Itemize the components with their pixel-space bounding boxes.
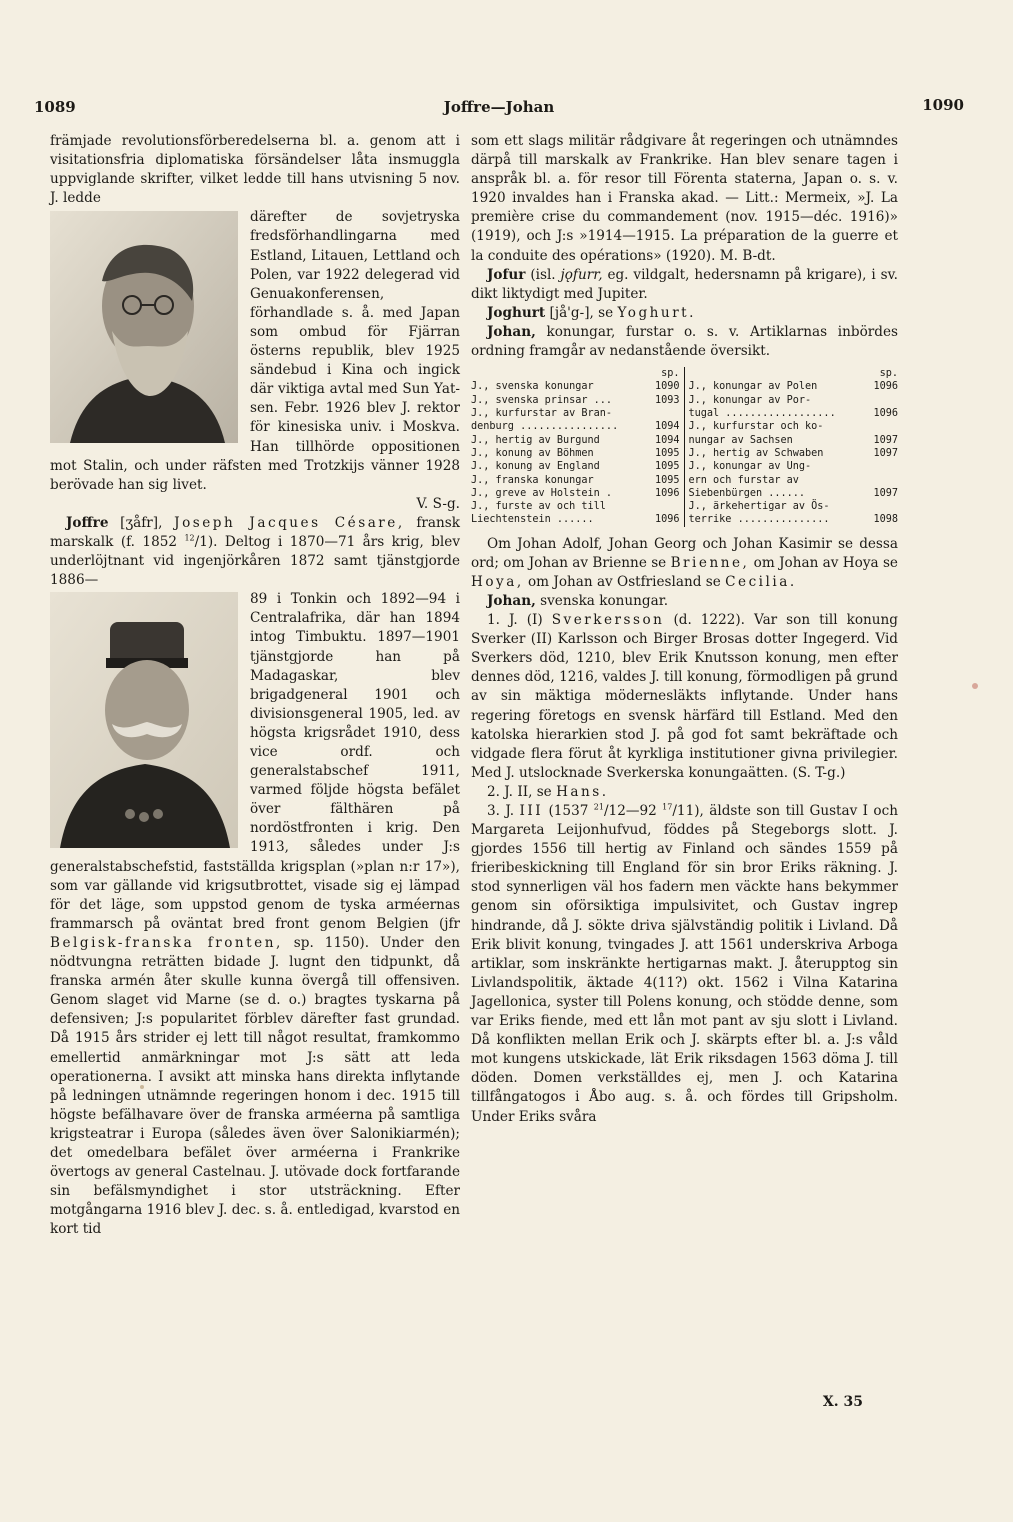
overview-table xyxy=(471,367,898,527)
table-row-label: J., kurfurstar av Bran- xyxy=(471,408,613,420)
spaced-cross-reference: Hans. xyxy=(556,783,609,800)
table-row-label: J., konung av England xyxy=(471,461,600,473)
table-row xyxy=(471,447,680,460)
spaced-cross-reference: Yoghurt. xyxy=(617,304,696,321)
table-row-label: J., svenska konungar xyxy=(471,381,594,393)
entry-johan-1: 1. J. (I) Sverkersson (d. 1222). Var son till konung Sverker (II) Karlsson och Birger Brosas dotter Ingegerd. Vid Sverkers död, 1210, blev Erik Knutsson konung, men efter dennes död, 1216, valdes J. till konung, förmodligen på grund av sin mäktiga mödernesläkts inflytande. Under hans regering företogs en svensk härfärd till Estland. Med den katolska hierarkien stod J. på god fot samt bekräftade och vidgade flera förut åt kyrkliga institutioner givna privilegier. Med J. utslocknade Sverkerska konungaätten. (S. T-g.) xyxy=(471,612,898,781)
table-row-label: J., konung av Böhmen xyxy=(471,447,594,459)
spaced-name: Joseph Jacques Césare, xyxy=(174,514,405,531)
entry-jofur: Jofur (isl. jǫfurr, eg. vildgalt, hedersnamn på krigare), i sv. dikt liktydigt med Jupiter. xyxy=(471,266,899,302)
portrait-image xyxy=(50,592,238,848)
spaced-cross-reference: Cecilia. xyxy=(725,573,797,590)
table-row xyxy=(471,407,680,420)
entry-johan-3: 3. J. III (1537 $^{21}$/12—92 $^{17}$/11), äldste son till Gustav I och Margareta Leijonhufvud, föddes på Stegeborgs slott. J. gjordes 1556 till hertig av Finland och sändes 1559 på frieribeskickning till England för sin bror Eriks räkning. J. stod synnerligen väl hos fadern men väckte hans bekymmer genom sin oförsiktiga impulsivitet, och Gustav ingrep hindrande, då J. sökte driva självständig politik i Livland. Då Erik blivit konung, tvingades J. att 1561 underskriva Arboga artiklar, som inskränkte hertigarnas makt. J. återupptog sin Livlandspolitik, äktade 4(11?) okt. 1562 i Vilna Katarina Jagellonica, syster till Polens konung, och stödde denne, som var Eriks fiende, med ett lån mot pant av sju slott i Livland. Då konflikten mellan Erik och J. skärpts efter bl. a. J:s våld mot kungens utskickade, lät Erik riksdagen 1563 döma J. till döden. Domen verkställdes ej, men J. och Katarina tillfångatogos i Åbo aug. s. å. och fördes till Gripsholm. Under Eriks svåra xyxy=(471,802,898,1125)
table-row xyxy=(689,447,899,460)
author-signature: V. S-g. xyxy=(416,495,460,512)
table-row-column-ref: 1093 xyxy=(654,394,680,406)
spaced-cross-reference: Hoya, xyxy=(471,573,524,590)
table-row xyxy=(689,500,899,513)
table-row-label: J., hertig av Schwaben xyxy=(688,447,824,459)
text-paragraph: som ett slags militär rådgivare åt regeringen och utnämndes därpå till marskalk av Frankrike. Han blev senare tagen i anspråk bl. a. för resor till Förenta staterna, Japan o. s. v. 1920 invaldes han i Franska akad. — Litt.: Mermeix, »J. La première crise du commandement (nov. 1915—déc. 1916)» (1919), och J:s »1914—1915. La préparation de la guerre et la conduite des opérations» (1920). M. B-dt. xyxy=(471,133,898,264)
table-row-column-ref: 1098 xyxy=(873,514,898,526)
table-row xyxy=(471,487,680,500)
author-signature: M. B-dt. xyxy=(719,247,776,264)
text-paragraph: 89 i Tonkin och 1892—94 i Centralafrika, där han 1894 intog Timbuktu. 1897—1901 tjänstgjorde han på Madagaskar, blev brigadgeneral 1901 och divisionsgeneral 1905, led. av högsta krigsrådet 1910, dess vice ordf. och generalstabschef 1911, varmed följde högsta befälet över fälthären på nordöstfronten i krig. Den 1913, således under J:s generalstabschefstid, fastställda krigsplan (»plan n:r 17»), som var gällande vid krigsutbrottet, visade sig ej lämpad för det läge, som uppstod genom de tyska arméernas frammarsch på oväntat bred front genom Belgien (jfr Belgisk-franska fronten, sp. 1150). Under den nödtvungna reträtten bidade J. lugnt den tidpunkt, då franska armén åter skulle kunna övergå till offensiven. Genom slaget vid Marne (se d. o.) bragtes tyskarna på defensiven; J:s popularitet förblev därefter fast grundad. Då 1915 års strider ej lett till något resultat, framkommo emellertid anmärkningar mot J:s sätt att leda operationerna. I avsikt att minska hans direkta inflytande på ledningen utnämnde regeringen honom i dec. 1915 till högste befälhavare över de franska arméerna på samtliga krigsteatrar i Europa (således även över Salonikiarmén); det omedelbara befälet över arméerna i Frankrike övertogs av general Castelnau. J. utövade dock fortfarande sin befälsmyndighet i stor utsträckning. Efter motgångarna 1916 blev J. dec. s. å. entledigad, kvarstod en kort tid xyxy=(50,591,460,1238)
table-row-label: J., kurfurstar och ko- xyxy=(688,421,824,433)
table-header-sp: sp. xyxy=(879,368,898,380)
table-row-label: J., greve av Holstein . xyxy=(471,487,613,499)
table-row-label: J., franska konungar xyxy=(471,474,594,486)
table-row xyxy=(471,460,680,473)
table-row xyxy=(689,460,899,473)
spaced-name: III xyxy=(519,803,544,819)
overview-table-col-2 xyxy=(685,367,899,527)
table-row-column-ref: 1094 xyxy=(654,434,680,446)
headword: Johan, xyxy=(487,323,536,340)
table-header-sp: sp. xyxy=(661,368,680,380)
table-row xyxy=(471,434,680,447)
table-row xyxy=(689,407,899,420)
headword: Joffre xyxy=(66,514,109,531)
entry-johan-svenska: Johan, svenska konungar. xyxy=(487,592,669,609)
table-row xyxy=(471,394,680,407)
table-row-column-ref: 1096 xyxy=(873,381,898,393)
table-row xyxy=(689,487,899,500)
running-title: Joffre—Johan xyxy=(443,98,555,116)
entry-johan: Johan, konungar, furstar o. s. v. Artiklarnas inbördes ordning framgår av nedanstående översikt. xyxy=(471,323,898,360)
portrait-photo-joffre xyxy=(50,592,238,848)
table-row-column-ref: 1097 xyxy=(873,447,898,459)
table-row-label: terrike ............... xyxy=(688,514,830,526)
table-row-label: nungar av Sachsen xyxy=(688,434,793,446)
table-row-column-ref: 1096 xyxy=(873,408,898,420)
page-number-right: 1090 xyxy=(922,96,964,114)
table-row-label: J., konungar av Por- xyxy=(688,394,812,406)
headword: Jofur xyxy=(487,266,526,283)
table-row-label: tugal .................. xyxy=(688,408,836,420)
table-row-label: J., konungar av Polen xyxy=(688,381,818,393)
headword: Joghurt xyxy=(487,304,546,321)
table-row-column-ref: 1095 xyxy=(654,474,680,486)
table-row xyxy=(689,513,899,526)
text-paragraph: därefter de sovjetryska fredsförhandlingarna med Estland, Litauen, Lettland och Polen, var 1922 delegerad vid Genuakonferensen, förhandlade s. å. med Japan som ombud för Fjärran österns republik, blev 1925 sändebud i Kina och ingick där viktiga avtal med Sun Yat-sen. Febr. 1926 blev J. rektor för kinesiska univ. i Moskva. Han tillhörde oppositionen mot Stalin, och under räfsten med Trotzkijs vänner 1928 berövade han sig livet. xyxy=(50,209,460,493)
table-row-label: Liechtenstein ...... xyxy=(471,514,594,526)
table-row-column-ref: 1090 xyxy=(654,381,680,393)
page-number-left: 1089 xyxy=(34,98,76,116)
table-row xyxy=(471,420,680,433)
entry-joffre: Joffre [ʒåfr], Joseph Jacques Césare, fransk marskalk (f. 1852 $^{12}$/1). Deltog i 1870—71 års krig, blev underlöjtnant vid ingenjörkåren 1872 samt tjänstgjorde 1886— xyxy=(50,514,460,589)
table-row xyxy=(689,394,899,407)
page-header xyxy=(34,96,964,120)
entry-joghurt: Joghurt [jå'g-], se Yoghurt. xyxy=(487,304,696,321)
table-row-label: ern och furstar av xyxy=(688,474,799,486)
table-row xyxy=(689,420,899,433)
table-row-column-ref: 1095 xyxy=(654,447,680,459)
paper-spot xyxy=(972,683,978,689)
table-row xyxy=(471,513,680,526)
table-row xyxy=(471,474,680,487)
table-row-label: denburg ................ xyxy=(471,421,619,433)
table-row-label: J., hertig av Burgund xyxy=(471,434,600,446)
left-column xyxy=(50,132,460,1239)
table-row xyxy=(689,380,899,393)
entry-johan-2: 2. J. II, se Hans. xyxy=(487,783,609,800)
table-row-label: J., svenska prinsar ... xyxy=(471,394,613,406)
table-row-column-ref: 1097 xyxy=(873,487,898,499)
spaced-cross-reference: Brienne, xyxy=(670,554,750,571)
table-row-column-ref: 1094 xyxy=(654,421,680,433)
table-row-column-ref: 1096 xyxy=(654,487,680,499)
portrait-image xyxy=(50,211,238,443)
table-row-label: J., ärkehertigar av Ös- xyxy=(688,501,830,513)
table-row-label: Siebenbürgen ...... xyxy=(688,487,806,499)
table-row-label: J., konungar av Ung- xyxy=(688,461,812,473)
table-row xyxy=(471,380,680,393)
headword: Johan, xyxy=(487,592,536,609)
spaced-cross-reference: Belgisk-franska fronten, xyxy=(50,934,283,951)
table-row-column-ref: 1095 xyxy=(654,461,680,473)
table-row xyxy=(689,474,899,487)
overview-table-col-1 xyxy=(471,367,685,527)
text-paragraph: främjade revolutionsförberedelserna bl. a. genom att i visitationsfria diplomatiska försändelser låta insmuggla uppviglande skrifter, vilket ledde till hans utvisning 5 nov. J. ledde xyxy=(50,133,460,207)
text-paragraph: Om Johan Adolf, Johan Georg och Johan Kasimir se dessa ord; om Johan av Brienne se Brienne, om Johan av Hoya se Hoya, om Johan av Ostfriesland se Cecilia. xyxy=(471,535,898,590)
right-column xyxy=(471,132,898,1127)
spaced-name: Sverkersson xyxy=(551,612,665,629)
portrait-photo-joffe xyxy=(50,211,238,443)
table-row-label: J., furste av och till xyxy=(471,501,606,513)
table-row-column-ref: 1097 xyxy=(873,434,898,446)
table-row-column-ref: 1096 xyxy=(654,514,680,526)
signature-mark: X. 35 xyxy=(822,1394,863,1410)
table-row xyxy=(689,434,899,447)
table-row xyxy=(471,500,680,513)
